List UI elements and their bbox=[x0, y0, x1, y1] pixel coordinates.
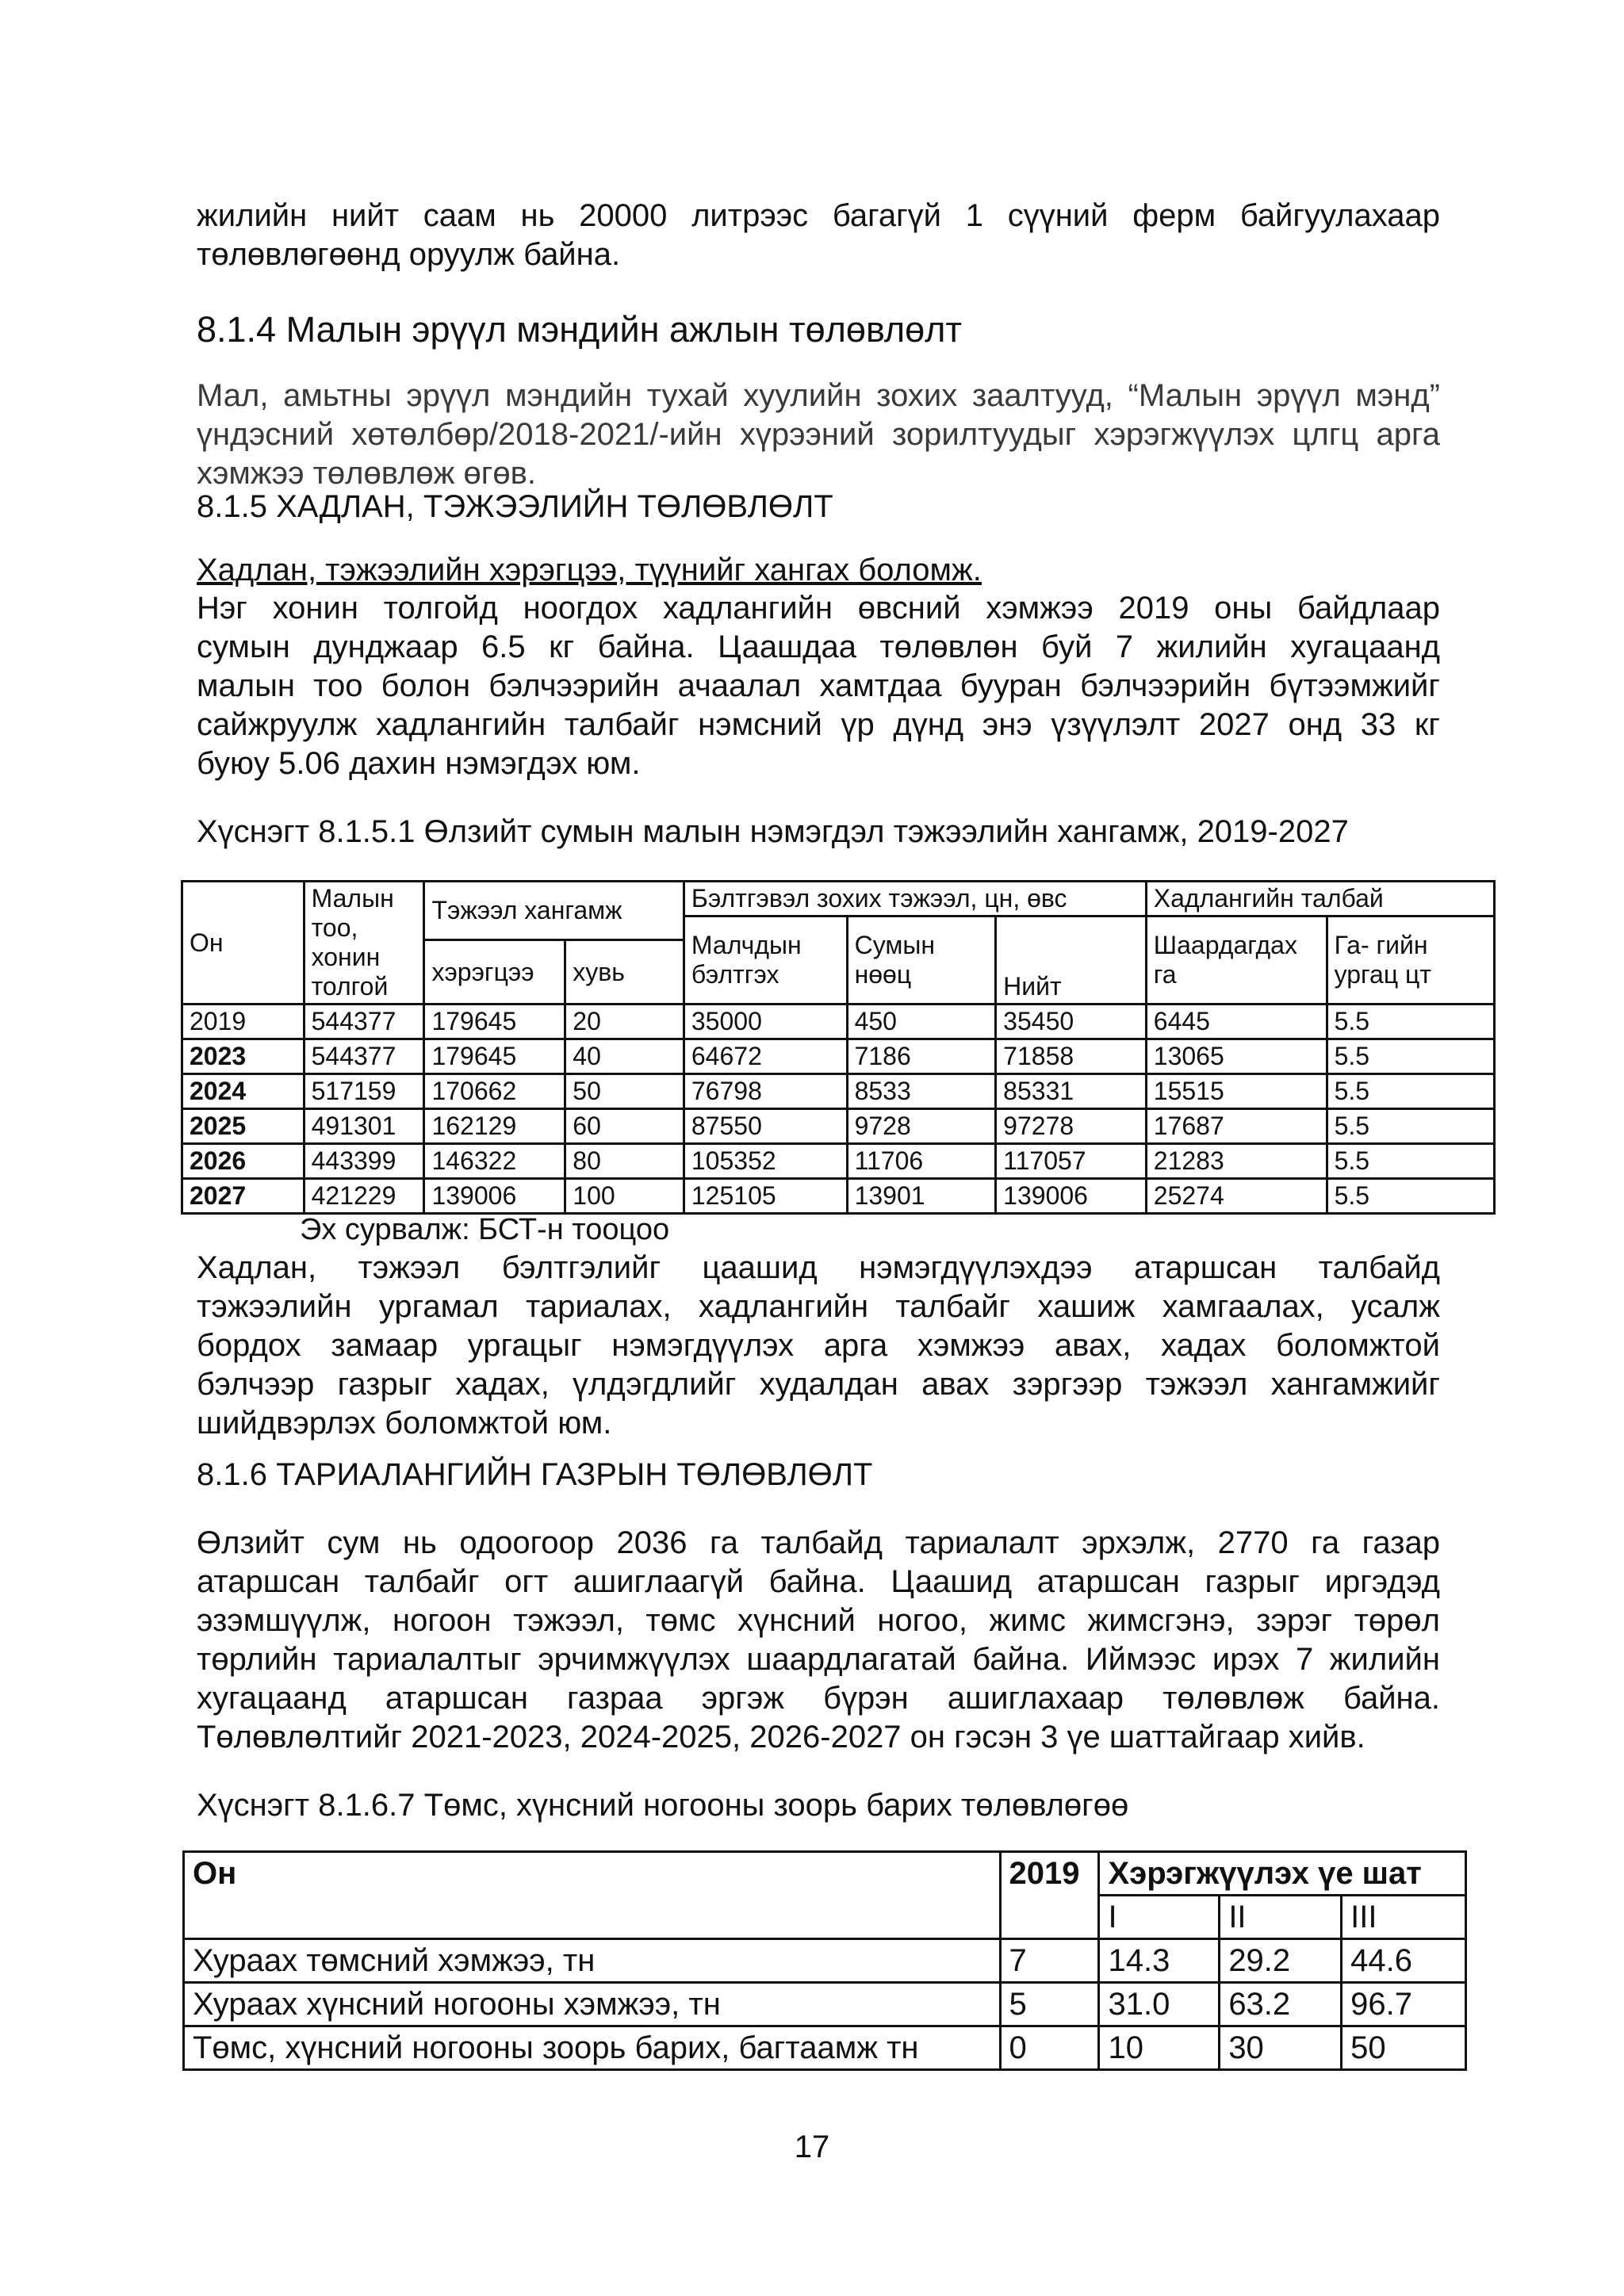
intro-paragraph bbox=[197, 197, 1440, 274]
cell-livestock: 421229 bbox=[304, 1179, 424, 1214]
cell-total: 71858 bbox=[996, 1039, 1147, 1074]
header-yield bbox=[1327, 916, 1494, 1004]
header-prep: Бэлтгэвэл зохих тэжээл, цн, өвс bbox=[684, 882, 1146, 916]
cell-year: 2019 bbox=[182, 1004, 304, 1039]
text-line: хугацаанд атаршсан газраа эргэж бүрэн ашиглахаар төлөвлөж байна. bbox=[197, 1681, 1440, 1716]
table-1-source: Эх сурвалж: БСТ-н тооцоо bbox=[300, 1213, 670, 1246]
header-text: толгой bbox=[311, 972, 389, 1001]
cell-herders: 76798 bbox=[684, 1074, 847, 1109]
caption-text: Хүснэгт 8.1.5.1 Өлзийт сумын малын нэмэгдэл тэжээлийн хангамж, 2019-2027 bbox=[197, 814, 1349, 849]
cell-base: 5 bbox=[1000, 1983, 1099, 2026]
table-row bbox=[184, 1939, 1466, 1983]
header-text: Малчдын bbox=[691, 931, 802, 959]
header-text: га bbox=[1153, 960, 1177, 989]
cell-need: 162129 bbox=[424, 1109, 565, 1144]
subtitle: Хадлан, тэжээлийн хэрэгцээ, түүнийг хангах боломж. bbox=[197, 553, 982, 587]
table-row bbox=[182, 1144, 1495, 1179]
header-year: Он bbox=[182, 882, 304, 1004]
cell-year: 2023 bbox=[182, 1039, 304, 1074]
cell-stage-3: 44.6 bbox=[1342, 1939, 1466, 1983]
cell-herders: 64672 bbox=[684, 1039, 847, 1074]
page-number: 17 bbox=[794, 2130, 830, 2164]
cell-yield: 5.5 bbox=[1327, 1074, 1494, 1109]
text-line: төлөвлөгөөнд оруулж байна. bbox=[197, 237, 621, 272]
text-line: жилийн нийт саам нь 20000 литрээс багагүй 1 сүүний ферм байгуулахаар bbox=[197, 198, 1440, 233]
text-line: бордох замаар ургацыг нэмэгдүүлэх арга хэмжээ авах, хадах боломжтой bbox=[197, 1328, 1440, 1363]
cell-stage-1: 31.0 bbox=[1099, 1983, 1220, 2026]
cell-soum: 13901 bbox=[847, 1179, 996, 1214]
cell-required: 21283 bbox=[1146, 1144, 1327, 1179]
cell-label: Төмс, хүнсний ногооны зоорь барих, багтаамж тн bbox=[184, 2026, 1001, 2070]
cell-soum: 7186 bbox=[847, 1039, 996, 1074]
caption-text: Хүснэгт 8.1.6.7 Төмс, хүнсний ногооны зоорь барих төлөвлөгөө bbox=[197, 1788, 1129, 1823]
cell-share: 20 bbox=[565, 1004, 684, 1039]
cell-total: 85331 bbox=[996, 1074, 1147, 1109]
cell-need: 179645 bbox=[424, 1004, 565, 1039]
after-table-paragraph bbox=[197, 1249, 1440, 1443]
cell-total: 117057 bbox=[996, 1144, 1147, 1179]
header-total: Нийт bbox=[996, 916, 1147, 1004]
cell-yield: 5.5 bbox=[1327, 1179, 1494, 1214]
feed-supply-table bbox=[181, 880, 1496, 1215]
header-text: нөөц bbox=[854, 960, 912, 989]
header-feed-supply: Тэжээл хангамж bbox=[424, 882, 684, 940]
header-soum bbox=[847, 916, 996, 1004]
text-line: Хадлан, тэжээл бэлтгэлийг цаашид нэмэгдүүлэхдээ атаршсан талбайд bbox=[197, 1250, 1440, 1285]
cell-required: 6445 bbox=[1146, 1004, 1327, 1039]
cell-soum: 8533 bbox=[847, 1074, 996, 1109]
text-line: малын тоо болон бэлчээрийн ачаалал хамтдаа бууран бэлчээрийн бүтээмжийг bbox=[197, 668, 1440, 703]
cell-herders: 87550 bbox=[684, 1109, 847, 1144]
section-8-1-5-paragraph bbox=[197, 589, 1440, 783]
header-text: Малын bbox=[311, 884, 394, 913]
header-text: Шаардагдах bbox=[1153, 931, 1297, 959]
header-year: Он bbox=[184, 1852, 1001, 1939]
cell-need: 179645 bbox=[424, 1039, 565, 1074]
cell-base: 7 bbox=[1000, 1939, 1099, 1983]
header-share: хувь bbox=[565, 940, 684, 1004]
header-stage-1: I bbox=[1099, 1896, 1220, 1939]
text-line: сайжруулж хадлангийн талбайг нэмсний үр дүнд энэ үзүүлэлт 2027 онд 33 кг bbox=[197, 707, 1440, 742]
text-line: шийдвэрлэх боломжтой юм. bbox=[197, 1406, 612, 1441]
table-row bbox=[182, 1074, 1495, 1109]
header-required bbox=[1146, 916, 1327, 1004]
cell-share: 100 bbox=[565, 1179, 684, 1214]
table-row bbox=[182, 1004, 1495, 1039]
header-text: Сумын bbox=[854, 931, 935, 959]
text-line: хэмжээ төлөвлөж өгөв. bbox=[197, 456, 536, 491]
section-heading-8-1-4: 8.1.4 Малын эрүүл мэндийн ажлын төлөвлөлт bbox=[197, 309, 962, 350]
cell-stage-2: 30 bbox=[1220, 2026, 1342, 2070]
text-line: Төлөвлөлтийг 2021-2023, 2024-2025, 2026-2027 он гэсэн 3 үе шаттайгаар хийв. bbox=[197, 1720, 1365, 1755]
cell-yield: 5.5 bbox=[1327, 1109, 1494, 1144]
cell-year: 2027 bbox=[182, 1179, 304, 1214]
table-2-caption bbox=[197, 1786, 1440, 1825]
text-line: буюу 5.06 дахин нэмэгдэх юм. bbox=[197, 746, 641, 781]
cell-herders: 105352 bbox=[684, 1144, 847, 1179]
cell-stage-2: 63.2 bbox=[1220, 1983, 1342, 2026]
header-need: хэрэгцээ bbox=[424, 940, 565, 1004]
table-row bbox=[182, 1179, 1495, 1214]
section-8-1-6-paragraph bbox=[197, 1524, 1440, 1757]
cell-stage-2: 29.2 bbox=[1220, 1939, 1342, 1983]
header-herders bbox=[684, 916, 847, 1004]
section-heading-8-1-6: 8.1.6 ТАРИАЛАНГИЙН ГАЗРЫН ТӨЛӨВЛӨЛТ bbox=[197, 1457, 873, 1492]
cell-share: 80 bbox=[565, 1144, 684, 1179]
section-heading-8-1-5: 8.1.5 ХАДЛАН, ТЭЖЭЭЛИЙН ТӨЛӨВЛӨЛТ bbox=[197, 489, 833, 524]
cell-share: 60 bbox=[565, 1109, 684, 1144]
cell-label: Хураах хүнсний ногооны хэмжээ, тн bbox=[184, 1983, 1001, 2026]
cell-herders: 125105 bbox=[684, 1179, 847, 1214]
section-8-1-5-subtitle bbox=[197, 551, 1440, 590]
text-line: Мал, амьтны эрүүл мэндийн тухай хуулийн зохих заалтууд, “Малын эрүүл мэнд” bbox=[197, 378, 1440, 413]
text-line: Нэг хонин толгойд ноогдох хадлангийн өвсний хэмжээ 2019 оны байдлаар bbox=[197, 591, 1440, 626]
cell-total: 97278 bbox=[996, 1109, 1147, 1144]
cell-yield: 5.5 bbox=[1327, 1144, 1494, 1179]
text-line: төрлийн тариалалтыг эрчимжүүлэх шаардлагатай байна. Иймээс ирэх 7 жилийн bbox=[197, 1642, 1440, 1677]
cell-soum: 9728 bbox=[847, 1109, 996, 1144]
cell-required: 15515 bbox=[1146, 1074, 1327, 1109]
section-8-1-4-paragraph bbox=[197, 377, 1440, 493]
text-line: бэлчээр газрыг хадах, үлдэгдлийг худалдан авах зэргээр тэжээл хангамжийг bbox=[197, 1367, 1440, 1402]
header-stage-3: III bbox=[1342, 1896, 1466, 1939]
table-row bbox=[182, 1109, 1495, 1144]
text-line: тэжээлийн ургамал тариалах, хадлангийн талбайг хашиж хамгаалах, усалж bbox=[197, 1289, 1440, 1324]
cell-need: 170662 bbox=[424, 1074, 565, 1109]
cell-need: 139006 bbox=[424, 1179, 565, 1214]
header-text: бэлтгэх bbox=[691, 960, 779, 989]
text-line: атаршсан талбайг огт ашиглаагүй байна. Цаашид атаршсан газрыг иргэдэд bbox=[197, 1564, 1440, 1599]
cell-base: 0 bbox=[1000, 2026, 1099, 2070]
text-line: үндэсний хөтөлбөр/2018-2021/-ийн хүрээний зорилтуудыг хэрэгжүүлэх цлгц арга bbox=[197, 417, 1440, 452]
header-hayfield: Хадлангийн талбай bbox=[1146, 882, 1494, 916]
cell-required: 13065 bbox=[1146, 1039, 1327, 1074]
header-text: тоо, bbox=[311, 913, 358, 942]
cell-herders: 35000 bbox=[684, 1004, 847, 1039]
cell-livestock: 544377 bbox=[304, 1039, 424, 1074]
table-row bbox=[182, 1039, 1495, 1074]
cell-need: 146322 bbox=[424, 1144, 565, 1179]
cell-total: 35450 bbox=[996, 1004, 1147, 1039]
cell-year: 2025 bbox=[182, 1109, 304, 1144]
cell-stage-3: 50 bbox=[1342, 2026, 1466, 2070]
cell-year: 2024 bbox=[182, 1074, 304, 1109]
header-livestock bbox=[304, 882, 424, 1004]
cell-yield: 5.5 bbox=[1327, 1039, 1494, 1074]
cell-livestock: 517159 bbox=[304, 1074, 424, 1109]
table-row bbox=[184, 2026, 1466, 2070]
cell-stage-1: 14.3 bbox=[1099, 1939, 1220, 1983]
storage-plan-table bbox=[182, 1850, 1467, 2071]
cell-soum: 11706 bbox=[847, 1144, 996, 1179]
header-base-year: 2019 bbox=[1000, 1852, 1099, 1939]
cell-stage-3: 96.7 bbox=[1342, 1983, 1466, 2026]
cell-soum: 450 bbox=[847, 1004, 996, 1039]
cell-yield: 5.5 bbox=[1327, 1004, 1494, 1039]
header-stage-2: II bbox=[1220, 1896, 1342, 1939]
header-text: хонин bbox=[311, 943, 381, 971]
table-row bbox=[184, 1983, 1466, 2026]
text-line: сумын дунджаар 6.5 кг байна. Цаашдаа төлөвлөн буй 7 жилийн хугацаанд bbox=[197, 629, 1440, 664]
cell-livestock: 544377 bbox=[304, 1004, 424, 1039]
cell-required: 17687 bbox=[1146, 1109, 1327, 1144]
header-text: Га- гийн bbox=[1334, 931, 1428, 959]
cell-share: 50 bbox=[565, 1074, 684, 1109]
text-line: эзэмшүүлж, ногоон тэжээл, төмс хүнсний ногоо, жимс жимсгэнэ, зэрэг төрөл bbox=[197, 1603, 1440, 1638]
cell-share: 40 bbox=[565, 1039, 684, 1074]
cell-livestock: 491301 bbox=[304, 1109, 424, 1144]
cell-required: 25274 bbox=[1146, 1179, 1327, 1214]
cell-year: 2026 bbox=[182, 1144, 304, 1179]
cell-total: 139006 bbox=[996, 1179, 1147, 1214]
cell-livestock: 443399 bbox=[304, 1144, 424, 1179]
text-line: Өлзийт сум нь одоогоор 2036 га талбайд тариалалт эрхэлж, 2770 га газар bbox=[197, 1525, 1440, 1560]
cell-label: Хураах төмсний хэмжээ, тн bbox=[184, 1939, 1001, 1983]
table-1-caption bbox=[197, 813, 1440, 851]
header-text: ургац цт bbox=[1334, 960, 1432, 989]
header-stages: Хэрэгжүүлэх үе шат bbox=[1099, 1852, 1466, 1896]
cell-stage-1: 10 bbox=[1099, 2026, 1220, 2070]
